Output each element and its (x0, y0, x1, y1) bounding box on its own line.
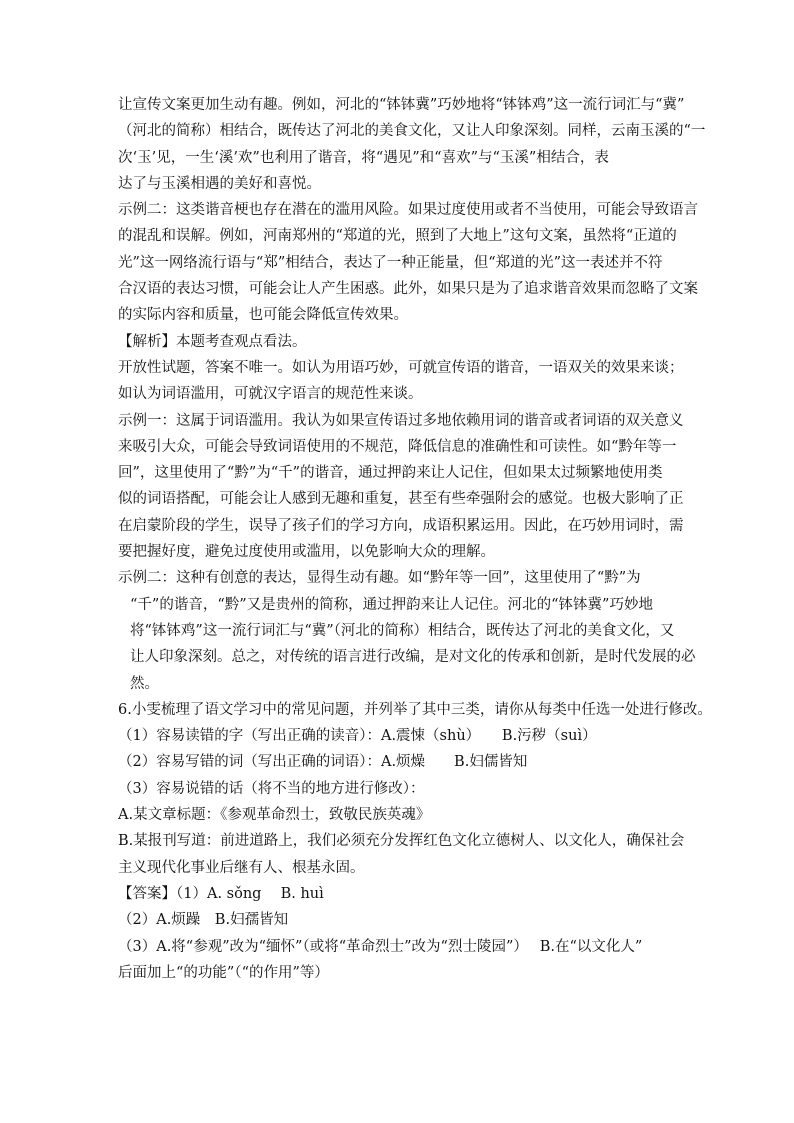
question-6: 6.小雯梳理了语文学习中的常见问题，并列举了其中三类，请你从每类中任选一处进行修改。 (118, 701, 712, 718)
question-item: 主义现代化事业后继有人、根基永固。 (118, 859, 365, 876)
text-line: 达了与玉溪相遇的美好和喜悦。 (118, 175, 321, 192)
text-line: 回”，这里使用了“黔”为“千”的谐音，通过押韵来让人记住，但如果太过频繁地使用类 (118, 465, 663, 482)
text-line: 开放性试题，答案不唯一。如认为用语巧妙，可就宣传语的谐音，一语双关的效果来谈； (118, 359, 684, 376)
text-line: 然。 (130, 675, 159, 692)
answer-line: （2）A.烦躁 B.妇孺皆知 (118, 912, 289, 929)
text-line: 示例二：这类谐音梗也存在潜在的滥用风险。如果过度使用或者不当使用，可能会导致语言 (118, 202, 698, 219)
text-line: 合汉语的表达习惯，可能会让人产生困惑。此外，如果只是为了追求谐音效果而忽略了文案 (118, 281, 698, 298)
text-line: 让人印象深刻。总之，对传统的语言进行改编，是对文化的传承和创新，是时代发展的必 (130, 649, 696, 666)
question-item: B.某报刊写道：前进道路上，我们必须充分发挥红色文化立德树人、以文化人，确保社会 (118, 833, 685, 850)
question-item: （3）容易说错的话（将不当的地方进行修改）： (118, 780, 425, 797)
text-line: 光”这一网络流行语与“郑”相结合，表达了一种正能量，但“郑道的光”这一表述并不符 (118, 254, 663, 271)
text-line: 似的词语搭配，可能会让人感到无趣和重复，甚至有些牵强附会的感觉。也极大影响了正 (118, 491, 684, 508)
text-line: 的实际内容和质量，也可能会降低宣传效果。 (118, 307, 408, 324)
question-item: A.某文章标题：《参观革命烈士，致敬民族英魂》 (118, 807, 431, 824)
question-item: （1）容易读错的字（写出正确的读音）：A.震悚（shù） B.污秽（suì） (118, 728, 597, 745)
text-line: 将“钵钵鸡”这一流行词汇与“冀”（河北的简称）相结合，既传达了河北的美食文化，又 (130, 622, 675, 639)
text-line: 让宣传文案更加生动有趣。例如，河北的“钵钵冀”巧妙地将“钵钵鸡”这一流行词汇与“冀” (118, 97, 685, 113)
text-line: 要把握好度，避免过度使用或滥用，以免影响大众的理解。 (118, 544, 495, 561)
text-line: 示例一：这属于词语滥用。我认为如果宣传语过多地依赖用词的谐音或者词语的双关意义 (118, 412, 684, 429)
text-line: 来吸引大众，可能会导致词语使用的不规范，降低信息的准确性和可读性。如“黔年等一 (118, 438, 677, 455)
text-line: 示例二：这种有创意的表达，显得生动有趣。如“黔年等一回”，这里使用了“黔”为 (118, 570, 641, 587)
text-line: “千”的谐音，“黔”又是贵州的简称，通过押韵来让人记住。河北的“钵钵冀”巧妙地 (130, 596, 653, 613)
analysis-heading: 【解析】本题考查观点看法。 (118, 333, 307, 350)
answer-line: 后面加上“的功能”（“的作用”等） (118, 964, 329, 981)
text-line: 在启蒙阶段的学生，误导了孩子们的学习方向，成语积累运用。因此，在巧妙用词时，需 (118, 517, 684, 534)
answer-line: （3）A.将“参观”改为“缅怀”（或将“革命烈士”改为“烈士陵园”） B.在“以文化人” (118, 938, 643, 955)
text-line: （河北的简称）相结合，既传达了河北的美食文化，又让人印象深刻。同样，云南玉溪的“一 (118, 123, 706, 140)
question-item: （2）容易写错的词（写出正确的词语）：A.烦燥 B.妇儒皆知 (118, 754, 528, 771)
text-line: 的混乱和误解。例如，河南郑州的“郑道的光，照到了大地上”这句文案，虽然将“正道的 (118, 228, 677, 245)
text-line: 如认为词语滥用，可就汉字语言的规范性来谈。 (118, 386, 423, 403)
text-line: 次‘玉’见，一生‘溪’欢”也利用了谐音，将“遇见”和“喜欢”与“玉溪”相结合，表 (118, 149, 609, 166)
answer-heading: 【答案】（1）A. sǒng B. huì (118, 885, 324, 902)
